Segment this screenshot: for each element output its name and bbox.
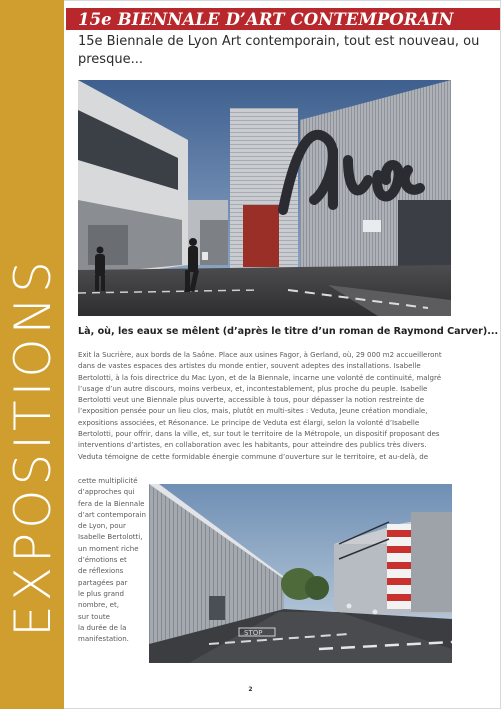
photo-industrial-street bbox=[149, 484, 452, 663]
road-marking-text: STOP bbox=[244, 629, 263, 637]
side-column-line: de Lyon, pour bbox=[78, 521, 126, 531]
page-number: 2 bbox=[248, 686, 253, 693]
side-column-line: sur toute bbox=[78, 611, 110, 621]
section-label: EXPOSITIONS bbox=[4, 257, 62, 637]
lead-paragraph: Là, où, les eaux se mêlent (d’après le titre d’un roman de Raymond Carver)... bbox=[78, 326, 499, 337]
page-subtitle: 15e Biennale de Lyon Art contemporain, tout est nouveau, ou presque... bbox=[78, 34, 480, 67]
page-heading: 15e BIENNALE D’ART CONTEMPORAIN bbox=[78, 10, 454, 29]
side-column-line: un moment riche bbox=[78, 543, 139, 553]
side-column-line: le plus grand bbox=[78, 588, 124, 598]
photo-factory-building bbox=[78, 80, 451, 316]
side-text-column bbox=[78, 475, 148, 644]
side-column-line: la durée de la bbox=[78, 622, 127, 632]
side-column-line: manifestation. bbox=[78, 634, 129, 644]
side-column-line: de réflexions bbox=[78, 566, 124, 576]
side-column-line: partagées par bbox=[78, 577, 128, 587]
body-paragraph bbox=[78, 349, 453, 462]
side-column-line: Isabelle Bertolotti, bbox=[78, 532, 143, 542]
side-column-line: cette multiplicité bbox=[78, 476, 138, 485]
side-column-line: d’art contemporain bbox=[78, 509, 146, 519]
side-column-line: nombre, et, bbox=[78, 600, 120, 610]
side-column-line: fera de la Biennale bbox=[78, 498, 145, 508]
body-text: Exit la Sucrière, aux bords de la Saône. Place aux usines Fagor, à Gerland, où, 29 000 m2 accueilleront dans de vastes espaces des artistes du monde entier, souvent adeptes des installations. Isabelle Bertolotti, à la fois directrice du Mac Lyon, et de la Biennale, incarne une volonté de continuité, malgré l’usage d’un autre discours, moins verbeux, et, incontestablement, plus proche du peuple. Isabelle Bertolotti veut une Biennale plus ouverte, accessible à tous, pour dépasser la notion restreinte de l’exposition pensée pour un lieu clos, mais, plutôt en multi-sites : Veduta, Jeune création mondiale, expositions associées, et Résonance. Le principe de Veduta est élargi, selon la volonté d’Isabelle Bertolotti, pour offrir, dans la ville, et, sur tout le territoire de la Métropole, un dispositif proposant des interventions d’artistes, en collaboration avec les habitants, pour atteindre des publics très divers. Veduta témoigne de cette formidable énergie commune d’ouverture sur le territoire, et au-delà, de bbox=[78, 350, 442, 461]
section-label-container bbox=[6, 232, 60, 662]
side-column-line: d’émotions et bbox=[78, 555, 127, 565]
side-column-line: d’approches qui bbox=[78, 487, 135, 497]
